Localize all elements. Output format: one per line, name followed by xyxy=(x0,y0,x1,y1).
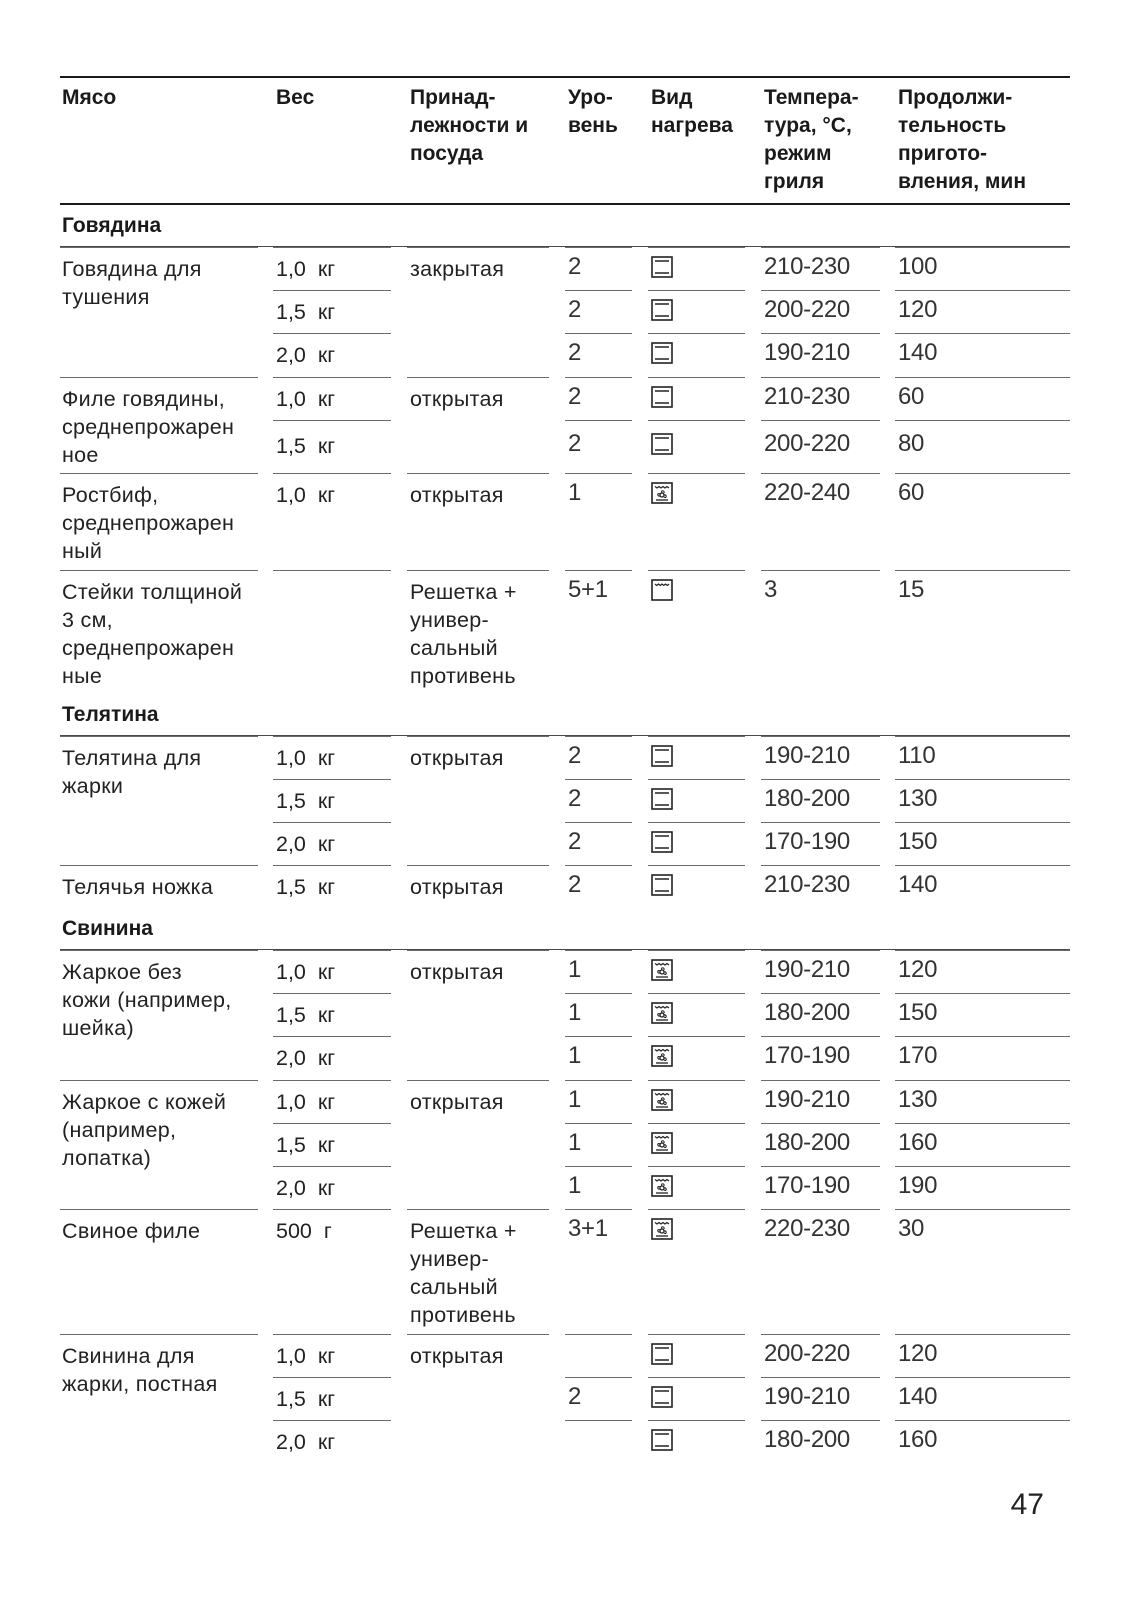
accessory: Решетка + универ- сальный противень xyxy=(410,580,517,688)
weight-value: 1,5 кг xyxy=(276,300,336,324)
duration-value: 140 xyxy=(898,339,938,366)
weight-value: 1,0 кг xyxy=(276,1344,336,1368)
hot-air-grill-icon xyxy=(651,959,673,981)
cell-divider xyxy=(565,1080,632,1081)
temperature-value: 190-210 xyxy=(764,339,850,366)
row-divider xyxy=(648,993,745,994)
table-row-group xyxy=(60,1209,1070,1334)
duration-value: 100 xyxy=(898,253,938,280)
cell-divider xyxy=(761,865,880,866)
row-divider xyxy=(648,420,745,421)
cell-divider xyxy=(60,473,258,474)
row-divider xyxy=(273,1420,391,1421)
duration-value: 120 xyxy=(898,296,938,323)
row-divider xyxy=(895,1166,1070,1167)
cell-divider xyxy=(565,377,632,378)
cell-divider xyxy=(761,1209,880,1210)
cell-divider xyxy=(648,865,745,866)
cooking-table xyxy=(60,76,1070,1463)
temperature-value: 170-190 xyxy=(764,1172,850,1199)
row-divider xyxy=(895,1420,1070,1421)
row-divider xyxy=(761,1036,880,1037)
level-value: 2 xyxy=(568,742,582,769)
top-bottom-heat-icon xyxy=(651,831,673,853)
full-grill-icon xyxy=(651,579,673,601)
dish-name: Жаркое без кожи (например, шейка) xyxy=(62,960,232,1040)
section-title: Телятина xyxy=(62,703,159,726)
row-divider xyxy=(273,290,391,291)
cell-divider xyxy=(895,377,1070,378)
duration-value: 140 xyxy=(898,1383,938,1410)
row-divider xyxy=(648,1123,745,1124)
cell-divider xyxy=(761,473,880,474)
cell-divider xyxy=(407,377,549,378)
cell-divider xyxy=(407,865,549,866)
cell-divider xyxy=(648,950,745,951)
hot-air-grill-icon xyxy=(651,482,673,504)
row-divider xyxy=(565,333,632,334)
duration-value: 190 xyxy=(898,1172,938,1199)
row-divider xyxy=(273,822,391,823)
cell-divider xyxy=(648,473,745,474)
cell-divider xyxy=(273,950,391,951)
cell-divider xyxy=(407,1334,549,1335)
duration-value: 60 xyxy=(898,479,925,506)
row-divider xyxy=(565,1036,632,1037)
table-row-group xyxy=(60,865,1070,908)
cell-divider xyxy=(60,736,258,737)
row-divider xyxy=(565,1377,632,1378)
duration-value: 140 xyxy=(898,871,938,898)
temperature-value: 200-220 xyxy=(764,1340,850,1367)
accessory: открытая xyxy=(410,1090,504,1114)
hot-air-grill-icon xyxy=(651,1175,673,1197)
cell-divider xyxy=(407,1209,549,1210)
accessory: открытая xyxy=(410,483,504,507)
row-divider xyxy=(761,822,880,823)
cell-divider xyxy=(60,247,258,248)
level-value: 3+1 xyxy=(568,1215,608,1242)
cell-divider xyxy=(407,736,549,737)
cell-divider xyxy=(60,865,258,866)
weight-value: 1,5 кг xyxy=(276,1003,336,1027)
row-divider xyxy=(273,1377,391,1378)
level-value: 2 xyxy=(568,296,582,323)
row-divider xyxy=(273,1166,391,1167)
section-header xyxy=(60,908,1070,950)
cell-divider xyxy=(895,570,1070,571)
table-row-group xyxy=(60,1080,1070,1209)
dish-name: Жаркое с кожей (например, лопатка) xyxy=(62,1090,227,1170)
cell-divider xyxy=(565,247,632,248)
table-row-group xyxy=(60,950,1070,1080)
dish-name: Свинина для жарки, постная xyxy=(62,1344,218,1396)
row-divider xyxy=(648,822,745,823)
header-accessories: Принад- лежности и посуда xyxy=(410,86,529,165)
top-bottom-heat-icon xyxy=(651,433,673,455)
temperature-value: 190-210 xyxy=(764,742,850,769)
temperature-value: 200-220 xyxy=(764,296,850,323)
row-divider xyxy=(648,1036,745,1037)
level-value: 2 xyxy=(568,383,582,410)
duration-value: 130 xyxy=(898,1086,938,1113)
table-row-group xyxy=(60,247,1070,377)
row-divider xyxy=(895,290,1070,291)
row-divider xyxy=(895,1036,1070,1037)
level-value: 1 xyxy=(568,956,582,983)
accessory: открытая xyxy=(410,875,504,899)
dish-name: Филе говядины, среднепрожарен ное xyxy=(62,387,235,467)
cell-divider xyxy=(273,736,391,737)
weight-value: 1,0 кг xyxy=(276,257,336,281)
page-number: 47 xyxy=(1010,1488,1044,1521)
hot-air-grill-icon xyxy=(651,1002,673,1024)
temperature-value: 190-210 xyxy=(764,1086,850,1113)
header-weight: Вес xyxy=(276,86,315,109)
cell-divider xyxy=(895,1080,1070,1081)
row-divider xyxy=(648,779,745,780)
cell-divider xyxy=(648,247,745,248)
row-divider xyxy=(565,779,632,780)
duration-value: 120 xyxy=(898,956,938,983)
weight-value: 2,0 кг xyxy=(276,832,336,856)
cell-divider xyxy=(60,570,258,571)
header-meat: Мясо xyxy=(62,86,117,109)
row-divider xyxy=(273,420,391,421)
weight-value: 1,0 кг xyxy=(276,1090,336,1114)
top-bottom-heat-icon xyxy=(651,788,673,810)
table-body xyxy=(60,205,1070,1463)
table-row-group xyxy=(60,473,1070,570)
row-divider xyxy=(565,420,632,421)
temperature-value: 210-230 xyxy=(764,383,850,410)
cell-divider xyxy=(407,950,549,951)
cell-divider xyxy=(895,473,1070,474)
weight-value: 1,0 кг xyxy=(276,960,336,984)
row-divider xyxy=(895,333,1070,334)
temperature-value: 200-220 xyxy=(764,430,850,457)
top-bottom-heat-icon xyxy=(651,745,673,767)
top-bottom-heat-icon xyxy=(651,386,673,408)
duration-value: 120 xyxy=(898,1340,938,1367)
cell-divider xyxy=(273,377,391,378)
row-divider xyxy=(895,822,1070,823)
header-level: Уро- вень xyxy=(568,86,618,137)
level-value: 2 xyxy=(568,871,582,898)
duration-value: 130 xyxy=(898,785,938,812)
row-divider xyxy=(761,1420,880,1421)
row-divider xyxy=(761,1166,880,1167)
temperature-value: 180-200 xyxy=(764,999,850,1026)
row-divider xyxy=(648,1166,745,1167)
row-divider xyxy=(648,1377,745,1378)
cell-divider xyxy=(648,377,745,378)
row-divider xyxy=(761,1377,880,1378)
level-value: 2 xyxy=(568,430,582,457)
cell-divider xyxy=(761,570,880,571)
row-divider xyxy=(895,779,1070,780)
hot-air-grill-icon xyxy=(651,1089,673,1111)
duration-value: 150 xyxy=(898,828,938,855)
row-divider xyxy=(273,993,391,994)
cell-divider xyxy=(60,1080,258,1081)
duration-value: 60 xyxy=(898,383,925,410)
cell-divider xyxy=(273,570,391,571)
row-divider xyxy=(565,822,632,823)
cell-divider xyxy=(273,473,391,474)
cell-divider xyxy=(895,865,1070,866)
row-divider xyxy=(761,993,880,994)
row-divider xyxy=(273,779,391,780)
section-title: Говядина xyxy=(62,214,162,237)
dish-name: Стейки толщиной 3 см, среднепрожарен ные xyxy=(62,580,243,688)
cell-divider xyxy=(407,1080,549,1081)
row-divider xyxy=(273,1036,391,1037)
cell-divider xyxy=(565,570,632,571)
weight-value: 1,5 кг xyxy=(276,789,336,813)
cell-divider xyxy=(648,1334,745,1335)
weight-value: 1,0 кг xyxy=(276,483,336,507)
duration-value: 15 xyxy=(898,576,925,603)
table-row-group xyxy=(60,570,1070,694)
level-value: 2 xyxy=(568,785,582,812)
cell-divider xyxy=(565,1209,632,1210)
cell-divider xyxy=(648,1209,745,1210)
weight-value: 1,0 кг xyxy=(276,387,336,411)
temperature-value: 180-200 xyxy=(764,1426,850,1453)
temperature-value: 180-200 xyxy=(764,785,850,812)
cell-divider xyxy=(407,473,549,474)
row-divider xyxy=(565,993,632,994)
duration-value: 30 xyxy=(898,1215,925,1242)
cell-divider xyxy=(60,950,258,951)
level-value: 5+1 xyxy=(568,576,608,603)
cell-divider xyxy=(60,377,258,378)
dish-name: Телячья ножка xyxy=(62,875,214,899)
row-divider xyxy=(895,1123,1070,1124)
hot-air-grill-icon xyxy=(651,1132,673,1154)
row-divider xyxy=(565,1166,632,1167)
cell-divider xyxy=(761,247,880,248)
row-divider xyxy=(273,333,391,334)
section-header xyxy=(60,694,1070,736)
level-value: 1 xyxy=(568,1042,582,1069)
cell-divider xyxy=(761,377,880,378)
temperature-value: 210-230 xyxy=(764,253,850,280)
row-divider xyxy=(761,290,880,291)
cell-divider xyxy=(648,1080,745,1081)
weight-value: 500 г xyxy=(276,1219,332,1243)
cell-divider xyxy=(273,865,391,866)
section-title: Свинина xyxy=(62,917,153,940)
cell-divider xyxy=(273,1080,391,1081)
cell-divider xyxy=(895,736,1070,737)
table-row-group xyxy=(60,1334,1070,1463)
weight-value: 1,5 кг xyxy=(276,1133,336,1157)
level-value: 1 xyxy=(568,999,582,1026)
row-divider xyxy=(895,1377,1070,1378)
duration-value: 110 xyxy=(898,742,936,769)
accessory: Решетка + универ- сальный противень xyxy=(410,1219,517,1327)
row-divider xyxy=(761,1123,880,1124)
cell-divider xyxy=(407,247,549,248)
accessory: закрытая xyxy=(410,257,505,281)
cell-divider xyxy=(565,473,632,474)
weight-value: 1,0 кг xyxy=(276,746,336,770)
hot-air-grill-icon xyxy=(651,1045,673,1067)
top-bottom-heat-icon xyxy=(651,256,673,278)
cell-divider xyxy=(761,1334,880,1335)
temperature-value: 220-240 xyxy=(764,479,850,506)
row-divider xyxy=(565,1123,632,1124)
weight-value: 1,5 кг xyxy=(276,434,336,458)
cell-divider xyxy=(565,736,632,737)
weight-value: 2,0 кг xyxy=(276,343,336,367)
accessory: открытая xyxy=(410,960,504,984)
row-divider xyxy=(895,420,1070,421)
row-divider xyxy=(648,1420,745,1421)
temperature-value: 170-190 xyxy=(764,1042,850,1069)
duration-value: 150 xyxy=(898,999,938,1026)
header-heating: Вид нагрева xyxy=(651,86,733,137)
top-bottom-heat-icon xyxy=(651,1429,673,1451)
cell-divider xyxy=(761,1080,880,1081)
row-divider xyxy=(895,993,1070,994)
top-bottom-heat-icon xyxy=(651,1343,673,1365)
level-value: 1 xyxy=(568,479,582,506)
cell-divider xyxy=(565,1334,632,1335)
cell-divider xyxy=(273,1209,391,1210)
level-value: 2 xyxy=(568,828,582,855)
duration-value: 160 xyxy=(898,1426,938,1453)
table-row-group xyxy=(60,377,1070,473)
header-temperature: Темпера- тура, °C, режим гриля xyxy=(764,86,859,193)
cell-divider xyxy=(895,1209,1070,1210)
row-divider xyxy=(565,290,632,291)
header-duration: Продолжи- тельность пригото- вления, мин xyxy=(898,86,1027,193)
top-bottom-heat-icon xyxy=(651,299,673,321)
accessory: открытая xyxy=(410,1344,504,1368)
cell-divider xyxy=(60,1334,258,1335)
temperature-value: 190-210 xyxy=(764,1383,850,1410)
row-divider xyxy=(648,290,745,291)
row-divider xyxy=(648,333,745,334)
level-value: 2 xyxy=(568,253,582,280)
weight-value: 1,5 кг xyxy=(276,1387,336,1411)
cell-divider xyxy=(273,247,391,248)
weight-value: 1,5 кг xyxy=(276,875,336,899)
row-divider xyxy=(565,1420,632,1421)
level-value: 1 xyxy=(568,1086,582,1113)
temperature-value: 170-190 xyxy=(764,828,850,855)
hot-air-grill-icon xyxy=(651,1218,673,1240)
level-value: 2 xyxy=(568,1383,582,1410)
table-row-group xyxy=(60,736,1070,865)
row-divider xyxy=(761,779,880,780)
top-bottom-heat-icon xyxy=(651,342,673,364)
temperature-value: 3 xyxy=(764,576,778,603)
cell-divider xyxy=(895,950,1070,951)
temperature-value: 210-230 xyxy=(764,871,850,898)
cell-divider xyxy=(895,1334,1070,1335)
cell-divider xyxy=(273,1334,391,1335)
row-divider xyxy=(761,333,880,334)
weight-value: 2,0 кг xyxy=(276,1430,336,1454)
cell-divider xyxy=(407,570,549,571)
cell-divider xyxy=(761,950,880,951)
accessory: открытая xyxy=(410,746,504,770)
temperature-value: 190-210 xyxy=(764,956,850,983)
section-header xyxy=(60,205,1070,247)
cell-divider xyxy=(648,570,745,571)
dish-name: Говядина для тушения xyxy=(62,257,202,309)
row-divider xyxy=(761,420,880,421)
dish-name: Телятина для жарки xyxy=(62,746,202,798)
table-header xyxy=(60,76,1070,205)
cell-divider xyxy=(895,247,1070,248)
dish-name: Свиное филе xyxy=(62,1219,201,1243)
level-value: 1 xyxy=(568,1172,582,1199)
level-value: 1 xyxy=(568,1129,582,1156)
cell-divider xyxy=(648,736,745,737)
accessory: открытая xyxy=(410,387,504,411)
cell-divider xyxy=(565,865,632,866)
weight-value: 2,0 кг xyxy=(276,1176,336,1200)
row-divider xyxy=(273,1123,391,1124)
temperature-value: 180-200 xyxy=(764,1129,850,1156)
cell-divider xyxy=(60,1209,258,1210)
top-bottom-heat-icon xyxy=(651,874,673,896)
weight-value: 2,0 кг xyxy=(276,1046,336,1070)
duration-value: 170 xyxy=(898,1042,938,1069)
level-value: 2 xyxy=(568,339,582,366)
duration-value: 160 xyxy=(898,1129,938,1156)
dish-name: Ростбиф, среднепрожарен ный xyxy=(62,483,235,563)
top-bottom-heat-icon xyxy=(651,1386,673,1408)
cell-divider xyxy=(565,950,632,951)
cell-divider xyxy=(761,736,880,737)
duration-value: 80 xyxy=(898,430,925,457)
temperature-value: 220-230 xyxy=(764,1215,850,1242)
